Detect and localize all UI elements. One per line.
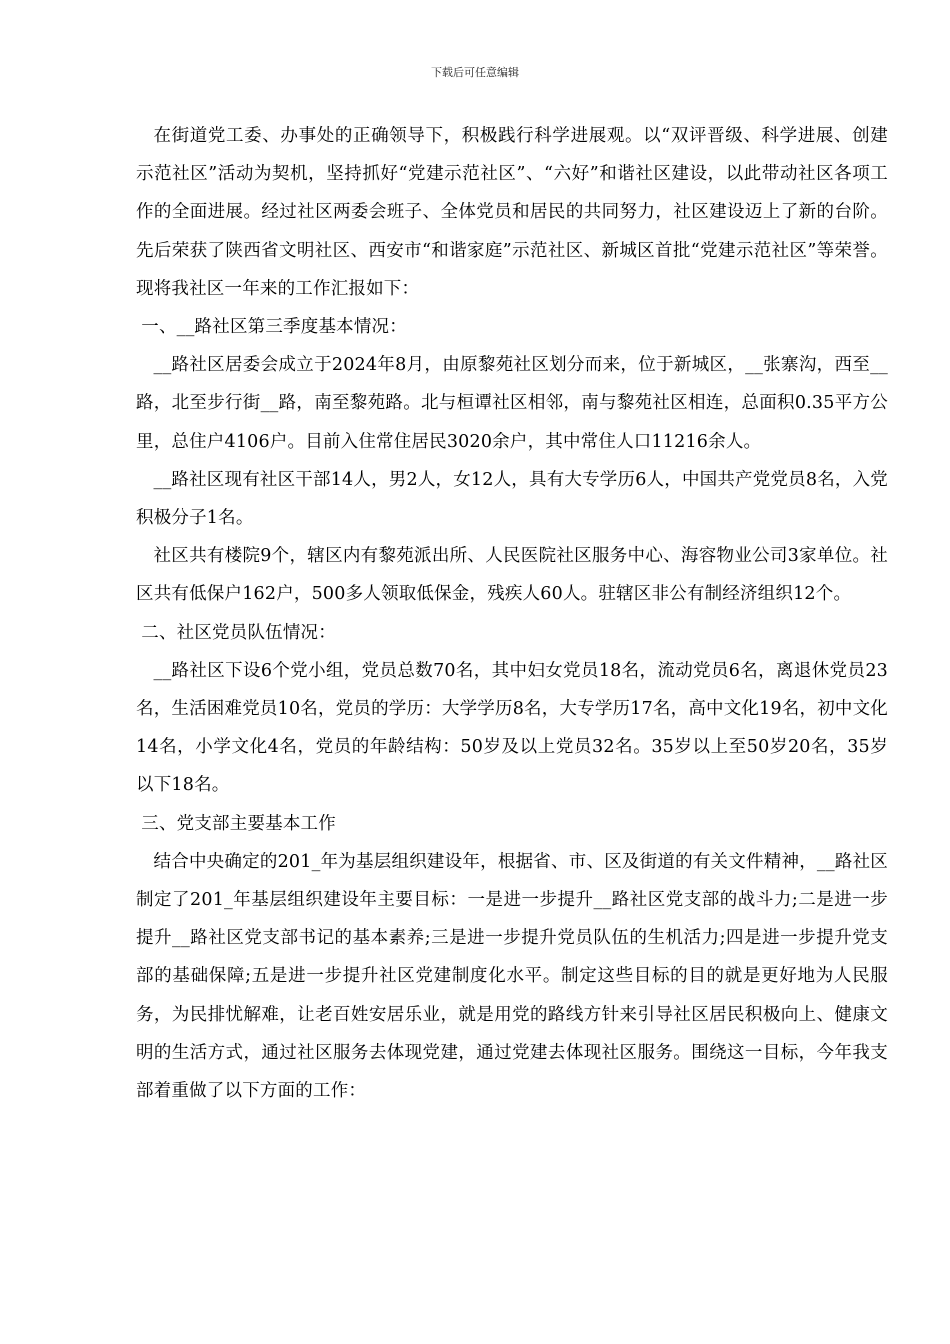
document-body [136,117,888,1110]
section-heading-1: 一、__路社区第三季度基本情况： [141,317,407,338]
body-paragraph: __路社区居委会成立于2024年8月，由原黎苑社区划分而来，位于新城区，__张寨沟，西至__路，北至步行街__路，南至黎苑路。北与桓谭社区相邻，南与黎苑社区相连，总面积0.35平方公里，总住户4106户。目前入住常住居民3020余户，其中常住人口11216余人。 [136,355,888,452]
section-heading-2: 二、社区党员队伍情况： [141,622,336,643]
body-paragraph: __路社区下设6个党小组，党员总数70名，其中妇女党员18名，流动党员6名，离退休党员23名，生活困难党员10名，党员的学历：大学学历8名，大专学历17名，高中文化19名，初中文化14名，小学文化4名，党员的年龄结构：50岁及以上党员32名。35岁以上至50岁20名，35岁以下18名。 [136,660,888,796]
body-paragraph: __路社区现有社区干部14人，男2人，女12人，具有大专学历6人，中国共产党党员8名，入党积极分子1名。 [136,469,888,529]
intro-paragraph: 在街道党工委、办事处的正确领导下，积极践行科学进展观。以“双评晋级、科学进展、创建示范社区”活动为契机，坚持抓好“党建示范社区”、“六好”和谐社区建设，以此带动社区各项工作的全面进展。经过社区两委会班子、全体党员和居民的共同努力，社区建设迈上了新的台阶。先后荣获了陕西省文明社区、西安市“和谐家庭”示范社区、新城区首批“党建示范社区”等荣誉。现将我社区一年来的工作汇报如下： [136,126,888,299]
section-heading-3: 三、党支部主要基本工作 [141,813,336,834]
page-header: 下载后可任意编辑 [431,66,519,79]
body-paragraph: 社区共有楼院9个，辖区内有黎苑派出所、人民医院社区服务中心、海容物业公司3家单位。社区共有低保户162户，500多人领取低保金，残疾人60人。驻辖区非公有制经济组织12个。 [136,546,888,605]
body-paragraph: 结合中央确定的201_年为基层组织建设年，根据省、市、区及街道的有关文件精神，__路社区制定了201_年基层组织建设年主要目标：一是进一步提升__路社区党支部的战斗力;二是进一步提升__路社区党支部书记的基本素养;三是进一步提升党员队伍的生机活力;四是进一步提升党支部的基础保障;五是进一步提升社区党建制度化水平。制定这些目标的目的就是更好地为人民服务，为民排忧解难，让老百姓安居乐业，就是用党的路线方针来引导社区居民积极向上、健康文明的生活方式，通过社区服务去体现党建，通过党建去体现社区服务。围绕这一目标，今年我支部着重做了以下方面的工作： [136,851,888,1102]
